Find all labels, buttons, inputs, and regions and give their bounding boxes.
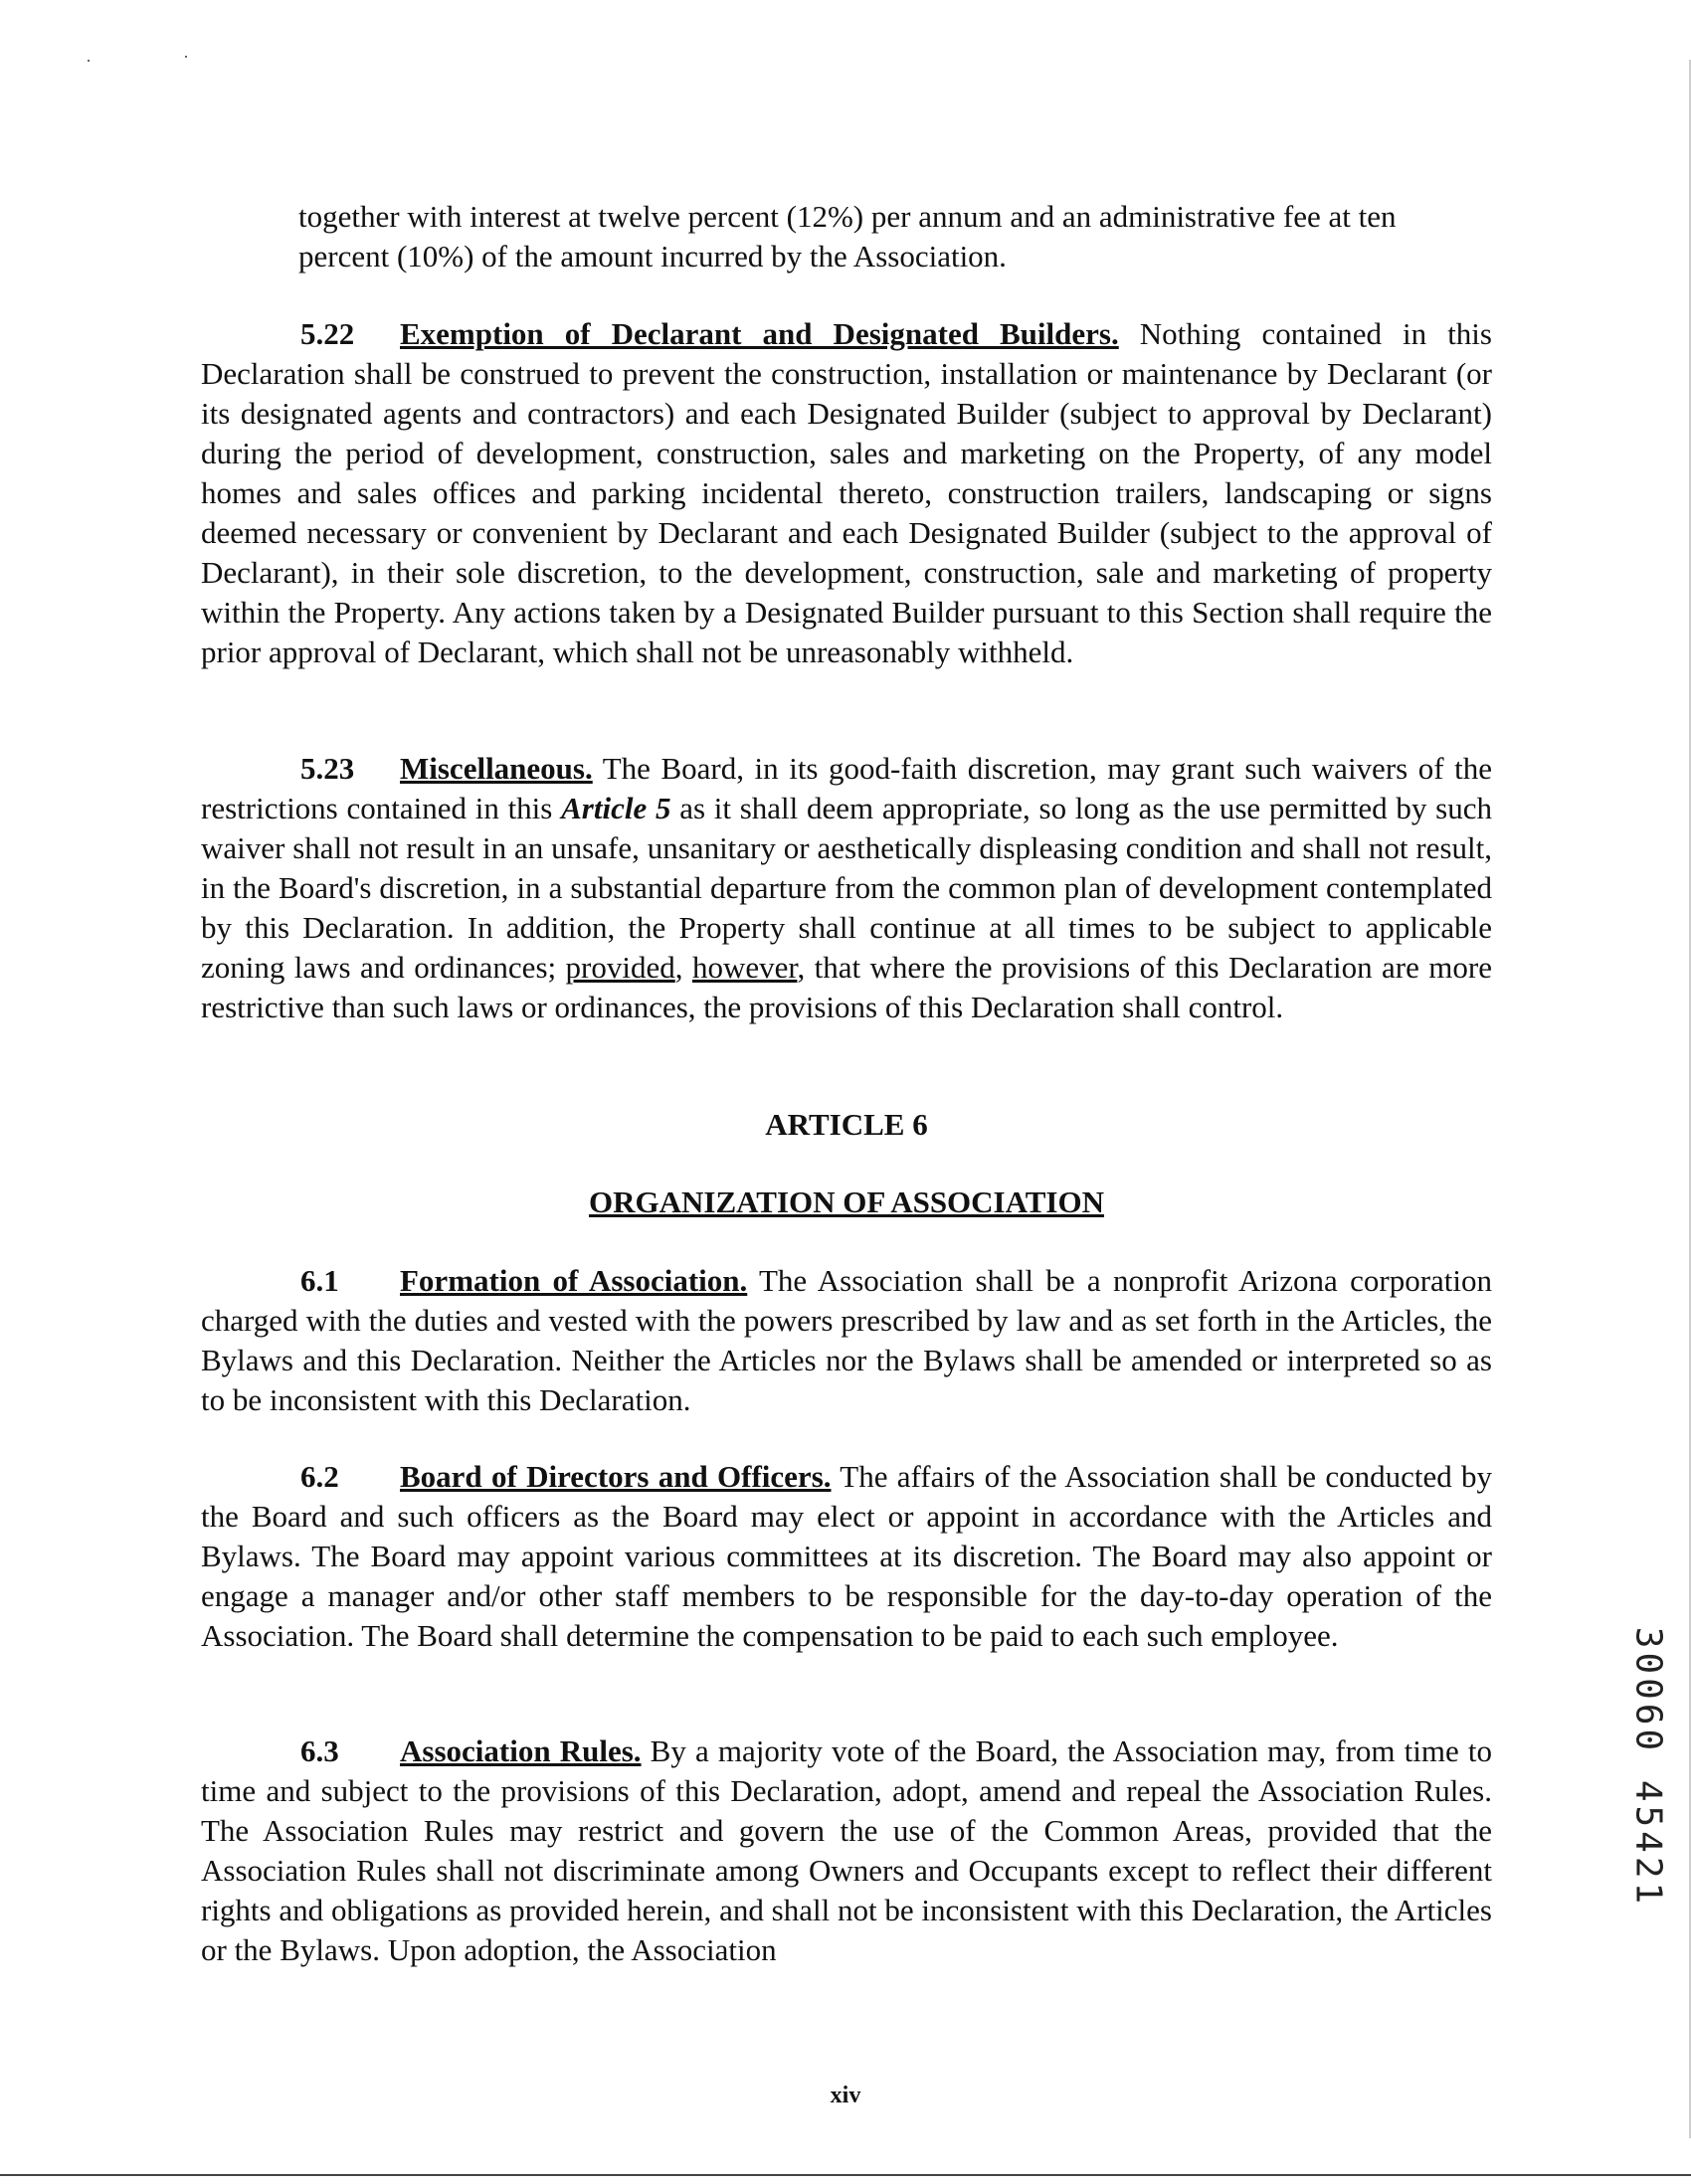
continuation-paragraph [298,197,1492,276]
article-title-block [201,1183,1492,1222]
bottom-scan-line [0,2174,1691,2176]
article-reference: Article 5 [561,791,671,825]
underlined-term: however [691,950,798,985]
section-number: 5.23 [300,751,355,786]
section-body: Nothing contained in this Declaration shall be construed to prevent the construction, installation or maintenance by Declarant (or its designated agents and contractors) and each Designated Builder (subject to approval by Declarant) during the period of development, construction, sales and marketing on the Property, of any model homes and sales offices and parking incidental thereto, construction trailers, landscaping or signs deemed necessary or convenient by Declarant and each Designated Builder (subject to the approval of Declarant), in their sole discretion, to the development, construction, sale and marketing of property within the Property. Any actions taken by a Designated Builder pursuant to this Section shall require the prior approval of Declarant, which shall not be unreasonably withheld. [201,316,1492,669]
section-title: Formation of Association. [400,1263,748,1298]
section-number: 6.3 [300,1733,339,1768]
page-number: xiv [830,2083,861,2108]
underlined-term: provided [565,950,675,985]
continuation-text: together with interest at twelve percent (12%) per annum and an administrative fee at ten percent (10%) of the amount incurred by the Association. [298,199,1397,273]
section-5-23 [201,749,1492,1027]
section-5-22 [201,314,1492,672]
section-body: The Board, in its good-faith discretion, may grant such waivers of the restrictions contained in this [201,751,1492,825]
article-title: ORGANIZATION OF ASSOCIATION [589,1184,1104,1219]
recording-stamp-number: 30060 45421 [1627,1626,1669,1909]
section-6-1 [201,1261,1492,1420]
section-body: , that where the provisions of this Declaration are more restrictive than such laws or ordinances, the provisions of this Declaration shall control. [201,950,1493,1024]
section-body: The Association shall be a nonprofit Arizona corporation charged with the duties and vested with the powers prescribed by law and as set forth in the Articles, the Bylaws and this Declaration. Neither the Articles nor the Bylaws shall be amended or interpreted so as to be inconsistent with this Declaration. [201,1263,1492,1417]
section-title: Board of Directors and Officers. [400,1459,832,1494]
section-body: The affairs of the Association shall be conducted by the Board and such officers as the Board may elect or appoint in accordance with the Articles and Bylaws. The Board may appoint various committees at its discretion. The Board may also appoint or engage a manager and/or other staff members to be responsible for the day-to-day operation of the Association. The Board shall determine the compensation to be paid to each such employee. [201,1459,1493,1653]
section-body: By a majority vote of the Board, the Association may, from time to time and subject to the provisions of this Declaration, adopt, amend and repeal the Association Rules. The Association Rules may restrict and govern the use of the Common Areas, provided that the Association Rules shall not discriminate among Owners and Occupants except to reflect their different rights and obligations as provided herein, and shall not be inconsistent with this Declaration, the Articles or the Bylaws. Upon adoption, the Association [201,1733,1492,1967]
scan-speck [88,60,90,62]
section-body: as it shall deem appropriate, so long as the use permitted by such waiver shall not result in an unsafe, unsanitary or aesthetically displeasing condition and shall not result, in the Board's discretion, in a substantial departure from the common plan of development contemplated by this Declaration. In addition, the Property shall continue at all times to be subject to applicable zoning laws and ordinances; [201,791,1492,985]
section-6-2 [201,1457,1492,1656]
section-title: Exemption of Declarant and Designated Builders. [400,316,1119,351]
separator-text: , [674,950,692,985]
recording-stamp [1613,1603,1683,1931]
section-number: 6.2 [300,1459,339,1494]
section-title: Miscellaneous. [400,751,593,786]
article-label: ARTICLE 6 [765,1107,928,1142]
section-6-3 [201,1731,1492,1970]
section-number: 6.1 [300,1263,339,1298]
section-title: Association Rules. [400,1733,642,1768]
section-number: 5.22 [300,316,355,351]
scan-speck [185,56,187,58]
